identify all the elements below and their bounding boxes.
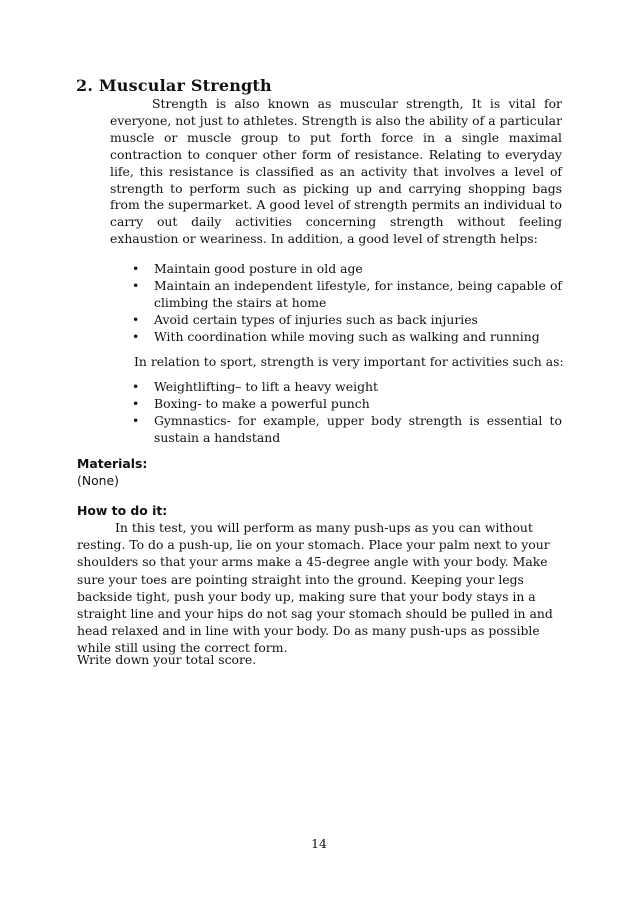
- list-item: • Maintain good posture in old age: [132, 261, 363, 276]
- write-score-text: Write down your total score.: [77, 652, 257, 667]
- bullet-icon: •: [132, 277, 140, 293]
- intro-paragraph: [110, 96, 562, 248]
- list-item: • With coordination while moving such as walking and running: [132, 328, 540, 344]
- bullet-icon: •: [132, 328, 140, 344]
- bullet-icon: •: [132, 379, 140, 394]
- sport-relation-text: In relation to sport, strength is very important for activities such as:: [134, 354, 564, 369]
- sport-list: [132, 379, 562, 447]
- page-number: 14: [311, 836, 327, 851]
- intro-paragraph-text: Strength is also known as muscular strength, It is vital for everyone, not just to athletes. Strength is also the ability of a particular muscle or muscle group to put forth force in a single maximal contraction to conquer other form of resistance. Relating to everyday life, this resistance is classified as an activity that involves a level of strength to perform such as picking up and carrying shopping bags from the supermarket. A good level of strength permits an individual to carry out daily activities concerning strength without feeling exhaustion or weariness. In addition, a good level of strength helps:: [110, 96, 562, 247]
- list-item: • Avoid certain types of injuries such as back injuries: [132, 311, 478, 327]
- how-to-paragraph: [77, 519, 567, 657]
- materials-label: Materials:: [77, 456, 148, 471]
- how-to-label: How to do it:: [77, 503, 168, 518]
- list-item: • Boxing- to make a powerful punch: [132, 395, 370, 411]
- bullet-icon: •: [132, 261, 140, 276]
- section-heading: 2. Muscular Strength: [76, 76, 272, 95]
- bullet-icon: •: [132, 395, 140, 411]
- bullet-icon: •: [132, 311, 140, 327]
- bullet-icon: •: [132, 412, 140, 428]
- how-to-text: In this test, you will perform as many push-ups as you can without resting. To do a push-up, lie on your stomach. Place your palm next to your shoulders so that your arms make a 45-degree angle with your body. Make sure your toes are pointing straight into the ground. Keeping your legs backside tight, push your body up, making sure that your body stays in a straight line and your hips do not sag your stomach should be pulled in and head relaxed and in line with your body. Do as many push-ups as possible while still using the correct form.: [77, 520, 553, 656]
- list-item: • Weightlifting– to lift a heavy weight: [132, 379, 378, 394]
- materials-value: (None): [77, 473, 119, 488]
- list-item: • Gymnastics- for example, upper body strength is essential to sustain a handstand: [132, 412, 562, 445]
- list-item: • Maintain an independent lifestyle, for instance, being capable of climbing the stairs at home: [132, 277, 562, 310]
- benefits-list: [132, 261, 562, 346]
